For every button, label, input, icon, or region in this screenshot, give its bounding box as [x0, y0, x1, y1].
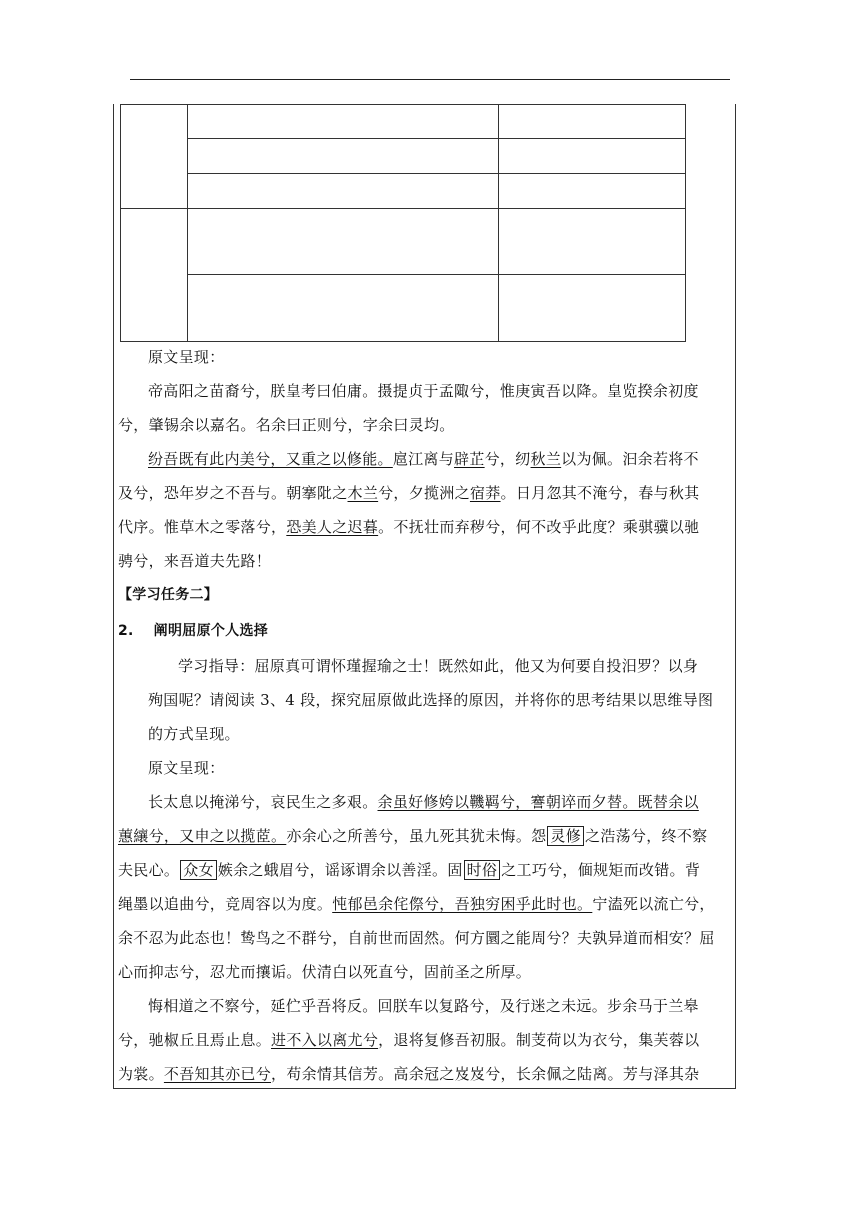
text-span: ，退将复修吾初服。制芰荷以为衣兮，集芙蓉以 [378, 1031, 700, 1049]
text-line: 骋兮，来吾道夫先路！ [118, 552, 272, 570]
underlined-text: 宿莽 [469, 484, 501, 502]
text-span: 夫民心。 [118, 861, 180, 879]
underlined-text: 木兰 [347, 484, 379, 502]
text-line [118, 1064, 699, 1084]
underlined-text: 进不入以离尤兮 [271, 1031, 379, 1049]
underlined-text: 恐美人之迟暮 [286, 518, 379, 536]
underlined-text: 忳郁邑余侘傺兮，吾独穷困乎此时也。 [332, 895, 593, 913]
text-line: 帝高阳之苗裔兮，朕皇考曰伯庸。摄提贞于孟陬兮，惟庚寅吾以降。皇览揆余初度 [148, 382, 699, 400]
text-span: 宁溘死以流亡兮， [592, 895, 715, 913]
text-line [148, 792, 699, 812]
text-span: 长太息以掩涕兮，哀民生之多艰。 [148, 793, 378, 811]
text-line [118, 894, 715, 914]
text-line [118, 860, 700, 880]
text-span: 兮，驰椒丘且焉止息。 [118, 1031, 272, 1049]
text-span: 及兮，恐年岁之不吾与。朝搴阰之 [118, 484, 348, 502]
text-span: 绳墨以追曲兮，竞周容以为度。 [118, 895, 333, 913]
text-line [118, 517, 699, 537]
text-span: 兮，纫 [484, 450, 531, 468]
text-line: 悔相道之不察兮，延伫乎吾将反。回朕车以复路兮，及行迷之未远。步余马于兰皋 [148, 997, 699, 1015]
text-span: 兮，夕揽洲之 [378, 484, 470, 502]
underlined-text: 不吾知其亦已兮 [163, 1065, 272, 1083]
task-heading: 【学习任务二】 [118, 587, 219, 603]
underlined-text: 余虽好修姱以鞿羁兮，謇朝谇而夕替。既替余以 [377, 793, 699, 811]
underlined-text: 秋兰 [530, 450, 562, 468]
text-line: 兮，肇锡余以嘉名。名余曰正则兮，字余曰灵均。 [118, 416, 455, 434]
text-line: 余不忍为此态也！鸷鸟之不群兮，自前世而固然。何方圜之能周兮？夫孰异道而相安？屈 [118, 929, 715, 947]
text-line [148, 449, 699, 469]
underlined-text: 辟芷 [454, 450, 485, 468]
text-line [118, 483, 699, 503]
section-label: 原文呈现： [148, 759, 225, 777]
text-span: 以为佩。汩余若将不 [561, 450, 699, 468]
text-line [118, 1030, 699, 1050]
guide-line: 殉国呢？请阅读 3、4 段，探究屈原做此选择的原因，并将你的思考结果以思维导图 [148, 691, 714, 709]
text-span: 代序。惟草木之零落兮， [118, 518, 287, 536]
task-title [118, 621, 268, 641]
text-span: 扈江离与 [392, 450, 455, 468]
underlined-text: 蕙纕兮，又申之以揽茝。 [118, 827, 287, 845]
text-span: 为裳。 [118, 1065, 164, 1083]
text-span: 之浩荡兮，终不察 [585, 827, 708, 845]
boxed-text: 众女 [180, 860, 217, 880]
section-label: 原文呈现： [148, 348, 225, 366]
guide-line: 的方式呈现。 [148, 725, 240, 743]
task-number: 2. [118, 623, 134, 639]
guide-line: 学习指导：屈原真可谓怀瑾握瑜之士！既然如此，他又为何要自投汨罗？以身 [178, 657, 699, 675]
underlined-text: 纷吾既有此内美兮，又重之以修能。 [148, 450, 393, 468]
task-title-text: 阐明屈原个人选择 [153, 623, 269, 639]
text-span: 。日月忽其不淹兮，春与秋其 [500, 484, 700, 502]
text-span: 。不抚壮而弃秽兮，何不改乎此度？乘骐骥以驰 [378, 518, 700, 536]
text-line [118, 826, 707, 846]
text-span: 亦余心之所善兮，虽九死其犹未悔。怨 [286, 827, 547, 845]
page-header-rule [130, 79, 730, 80]
text-line: 心而抑志兮，忍尤而攘诟。伏清白以死直兮，固前圣之所厚。 [118, 963, 532, 981]
boxed-text: 灵修 [547, 826, 584, 846]
task-table [120, 104, 686, 342]
boxed-text: 时俗 [464, 860, 501, 880]
text-span: 之工巧兮，偭规矩而改错。背 [501, 861, 701, 879]
text-span: 嫉余之蛾眉兮，谣诼谓余以善淫。固 [217, 861, 463, 879]
text-span: ，苟余情其信芳。高余冠之岌岌兮，长余佩之陆离。芳与泽其杂 [271, 1065, 700, 1083]
